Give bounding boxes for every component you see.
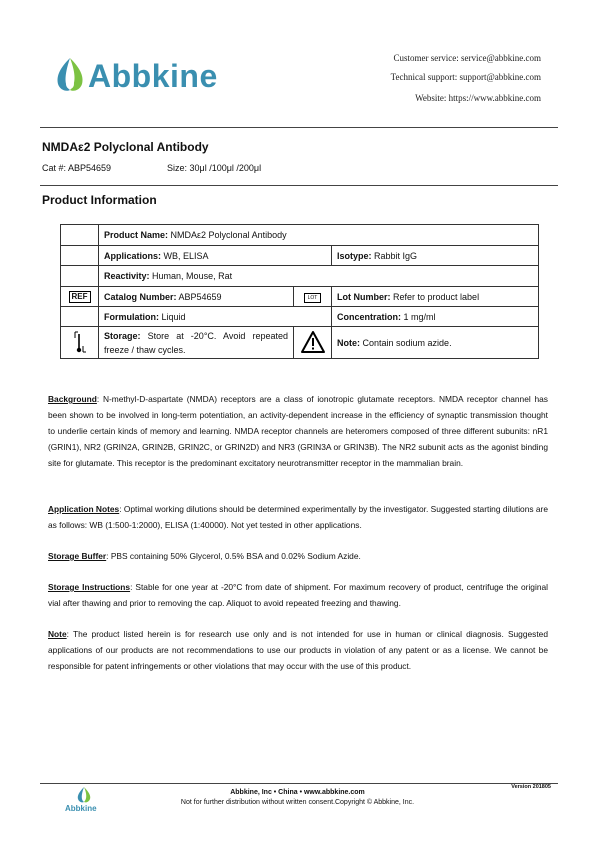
concentration-value: 1 mg/ml (403, 311, 436, 322)
product-size: Size: 30μl /100μl /200μl (167, 163, 262, 173)
table-row (61, 327, 539, 359)
applications-value: WB, ELISA (163, 250, 209, 261)
footer-copyright-line: Not for further distribution without written consent.Copyright © Abbkine, Inc. (180, 799, 415, 806)
applications-label: Applications: (104, 250, 162, 261)
catalog-value: ABP54659 (178, 291, 222, 302)
catalog-number: Cat #: ABP54659 (42, 163, 112, 173)
application-notes-text: : Optimal working dilutions should be determined experimentally by the investigator. Suggested starting dilutions are as follows: WB (1:500-1:2000), ELISA (1:40000). Not yet tested in other applications. (48, 504, 548, 530)
storage-buffer-paragraph (48, 548, 548, 564)
storage-buffer-heading: Storage Buffer (48, 551, 107, 561)
storage-instructions-text: : Stable for one year at -20°C from date of shipment. For maximum recovery of product, centrifuge the original vial after thawing and prior to removing the cap. Aliquot to avoid repeated freezing and thawing. (48, 582, 549, 608)
abbkine-logo (52, 54, 272, 98)
leaf-logo-icon (52, 54, 88, 98)
product-title: NMDAε2 Polyclonal Antibody (42, 140, 209, 154)
technical-support: Technical support: support@abbkine.com (390, 72, 541, 82)
lot-label: Lot Number: (337, 291, 391, 302)
footer-company-line: Abbkine, Inc • China • www.abbkine.com (230, 789, 365, 796)
footer-brand: Abbkine (65, 804, 97, 813)
table-row (61, 225, 539, 246)
note-heading: Note (48, 629, 67, 639)
product-info-table (60, 224, 539, 359)
footer-divider (40, 783, 558, 784)
product-name-label: Product Name: (104, 230, 169, 240)
brand-name: Abbkine (88, 58, 218, 94)
table-row (61, 307, 539, 327)
title-divider (40, 185, 558, 186)
product-name-value: NMDAε2 Polyclonal Antibody (170, 230, 287, 240)
storage-buffer-text: : PBS containing 50% Glycerol, 0.5% BSA and 0.02% Sodium Azide. (106, 551, 361, 561)
storage-value: Store at -20°C. Avoid repeated freeze / thaw cycles. (104, 330, 288, 355)
application-notes-paragraph (48, 501, 548, 533)
lot-symbol-icon: LOT (304, 293, 322, 303)
table-row (61, 246, 539, 266)
concentration-label: Concentration: (337, 311, 401, 322)
storage-instructions-paragraph (48, 579, 548, 611)
warning-icon (300, 330, 326, 354)
reactivity-value: Human, Mouse, Rat (152, 271, 233, 281)
version-label: Version 201805 (511, 784, 551, 790)
note-paragraph (48, 626, 548, 674)
formulation-value: Liquid (161, 311, 186, 322)
table-row (61, 266, 539, 287)
note-text: : The product listed herein is for research use only and is not intended for use in human or clinical diagnosis. Suggested applications of our products are not recommendations to use our products in violation of any patent or as a license. We cannot be responsible for patent infringements or other violations that may occur with the use of this product. (48, 629, 548, 671)
ref-symbol-icon: REF (69, 291, 91, 303)
section-title: Product Information (42, 193, 157, 207)
storage-label: Storage: (104, 330, 141, 341)
background-paragraph (48, 391, 548, 471)
reactivity-label: Reactivity: (104, 271, 150, 281)
formulation-label: Formulation: (104, 311, 159, 322)
header-divider (40, 127, 558, 128)
note-label: Note: (337, 337, 360, 348)
website: Website: https://www.abbkine.com (415, 93, 541, 103)
table-row (61, 287, 539, 307)
application-notes-heading: Application Notes (48, 504, 120, 514)
note-value: Contain sodium azide. (362, 337, 452, 348)
background-text: : N-methyl-D-aspartate (NMDA) receptors are a class of ionotropic glutamate receptors. NMDA receptor channel has been shown to be involved in long-term potentiation, an activity-dependent increase in the efficiency of synaptic transmission thought to underlie certain kinds of memory and learning. NMDA receptor channels are heteromers composed of three different subunits: nR1 (GRIN1), NR2 (GRIN2A, GRIN2B, GRIN2C, or GRIN2D) and NR3 (GRIN3A or GRIN3B). The NR2 subunit acts as the agonist binding site for glutamate. This receptor is the predominant excitatory neurotransmitter receptor in the mammalian brain. (48, 394, 548, 468)
customer-service: Customer service: service@abbkine.com (393, 53, 541, 63)
catalog-label: Catalog Number: (104, 291, 177, 302)
thermometer-icon (71, 328, 89, 356)
isotype-value: Rabbit IgG (374, 250, 418, 261)
background-heading: Background (48, 394, 97, 404)
isotype-label: Isotype: (337, 250, 372, 261)
storage-instructions-heading: Storage Instructions (48, 582, 131, 592)
lot-value: Refer to product label (393, 291, 480, 302)
